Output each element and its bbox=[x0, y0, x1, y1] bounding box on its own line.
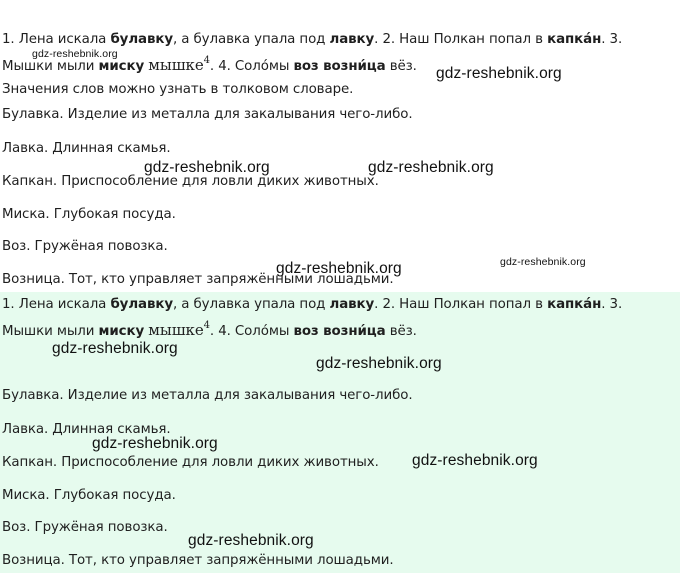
text-fragment: . 4. Соло́мы bbox=[209, 59, 294, 74]
watermark-text: gdz-reshebnik.org bbox=[316, 355, 442, 372]
watermark-text: gdz-reshebnik.org bbox=[144, 159, 270, 176]
text-fragment: , а булавка упала под bbox=[172, 297, 330, 312]
bold-word: капка́н bbox=[547, 297, 602, 312]
serif-word: мышке bbox=[148, 56, 204, 74]
definition-lavka: Лавка. Длинная скамья. bbox=[2, 141, 171, 156]
answer-definition-miska: Миска. Глубокая посуда. bbox=[2, 488, 176, 503]
intro-text: Значения слов можно узнать в толковом словаре. bbox=[2, 82, 354, 97]
bold-word: капка́н bbox=[547, 32, 602, 47]
definition-bulavka: Булавка. Изделие из металла для закалывания чего-либо. bbox=[2, 107, 413, 122]
answer-sentence-line-2 bbox=[2, 321, 417, 342]
serif-word: мышке bbox=[148, 321, 204, 339]
text-fragment: 1. Лена искала bbox=[2, 32, 111, 47]
watermark-text: gdz-reshebnik.org bbox=[436, 65, 562, 82]
text-fragment: Мышки мыли bbox=[2, 59, 99, 74]
text-fragment: 1. Лена искала bbox=[2, 297, 111, 312]
bold-word: миску bbox=[98, 59, 145, 74]
text-fragment: вёз. bbox=[385, 59, 417, 74]
answer-sentence-line-1 bbox=[2, 296, 622, 314]
definition-miska: Миска. Глубокая посуда. bbox=[2, 207, 176, 222]
watermark-text: gdz-reshebnik.org bbox=[368, 159, 494, 176]
watermark-text: gdz-reshebnik.org bbox=[500, 256, 586, 268]
answer-definition-voz: Воз. Гружёная повозка. bbox=[2, 520, 168, 535]
text-fragment: , а булавка упала под bbox=[172, 32, 330, 47]
text-fragment: . 2. Наш Полкан попал в bbox=[374, 297, 548, 312]
bold-word: воз возни́ца bbox=[293, 59, 386, 74]
watermark-text: gdz-reshebnik.org bbox=[276, 260, 402, 277]
text-fragment: вёз. bbox=[385, 324, 417, 339]
superscript: 4 bbox=[203, 320, 210, 331]
bold-word: воз возни́ца bbox=[293, 324, 386, 339]
text-fragment: . 3. bbox=[601, 32, 623, 47]
text-fragment: . 3. bbox=[601, 297, 623, 312]
bold-word: лавку bbox=[329, 297, 375, 312]
text-fragment: . 4. Соло́мы bbox=[209, 324, 294, 339]
definition-voznitsa: Возница. Тот, кто управляет запряжёнными лошадьми. bbox=[2, 272, 394, 287]
definition-voz: Воз. Гружёная повозка. bbox=[2, 239, 168, 254]
bold-word: булавку bbox=[110, 297, 173, 312]
bold-word: миску bbox=[98, 324, 145, 339]
watermark-text: gdz-reshebnik.org bbox=[92, 435, 218, 452]
watermark-text: gdz-reshebnik.org bbox=[32, 48, 118, 60]
answer-definition-voznitsa: Возница. Тот, кто управляет запряжёнными лошадьми. bbox=[2, 553, 394, 568]
exercise-sentence-line-1 bbox=[2, 31, 622, 49]
definition-kapkan: Капкан. Приспособление для ловли диких животных. bbox=[2, 174, 379, 189]
watermark-text: gdz-reshebnik.org bbox=[188, 532, 314, 549]
superscript: 4 bbox=[203, 55, 210, 66]
answer-definition-kapkan: Капкан. Приспособление для ловли диких животных. bbox=[2, 455, 379, 470]
answer-block bbox=[0, 292, 680, 573]
answer-definition-lavka: Лавка. Длинная скамья. bbox=[2, 422, 171, 437]
watermark-text: gdz-reshebnik.org bbox=[412, 452, 538, 469]
watermark-text: gdz-reshebnik.org bbox=[52, 340, 178, 357]
answer-definition-bulavka: Булавка. Изделие из металла для закалывания чего-либо. bbox=[2, 388, 413, 403]
bold-word: булавку bbox=[110, 32, 173, 47]
text-fragment: Мышки мыли bbox=[2, 324, 99, 339]
text-fragment: . 2. Наш Полкан попал в bbox=[374, 32, 548, 47]
bold-word: лавку bbox=[329, 32, 375, 47]
